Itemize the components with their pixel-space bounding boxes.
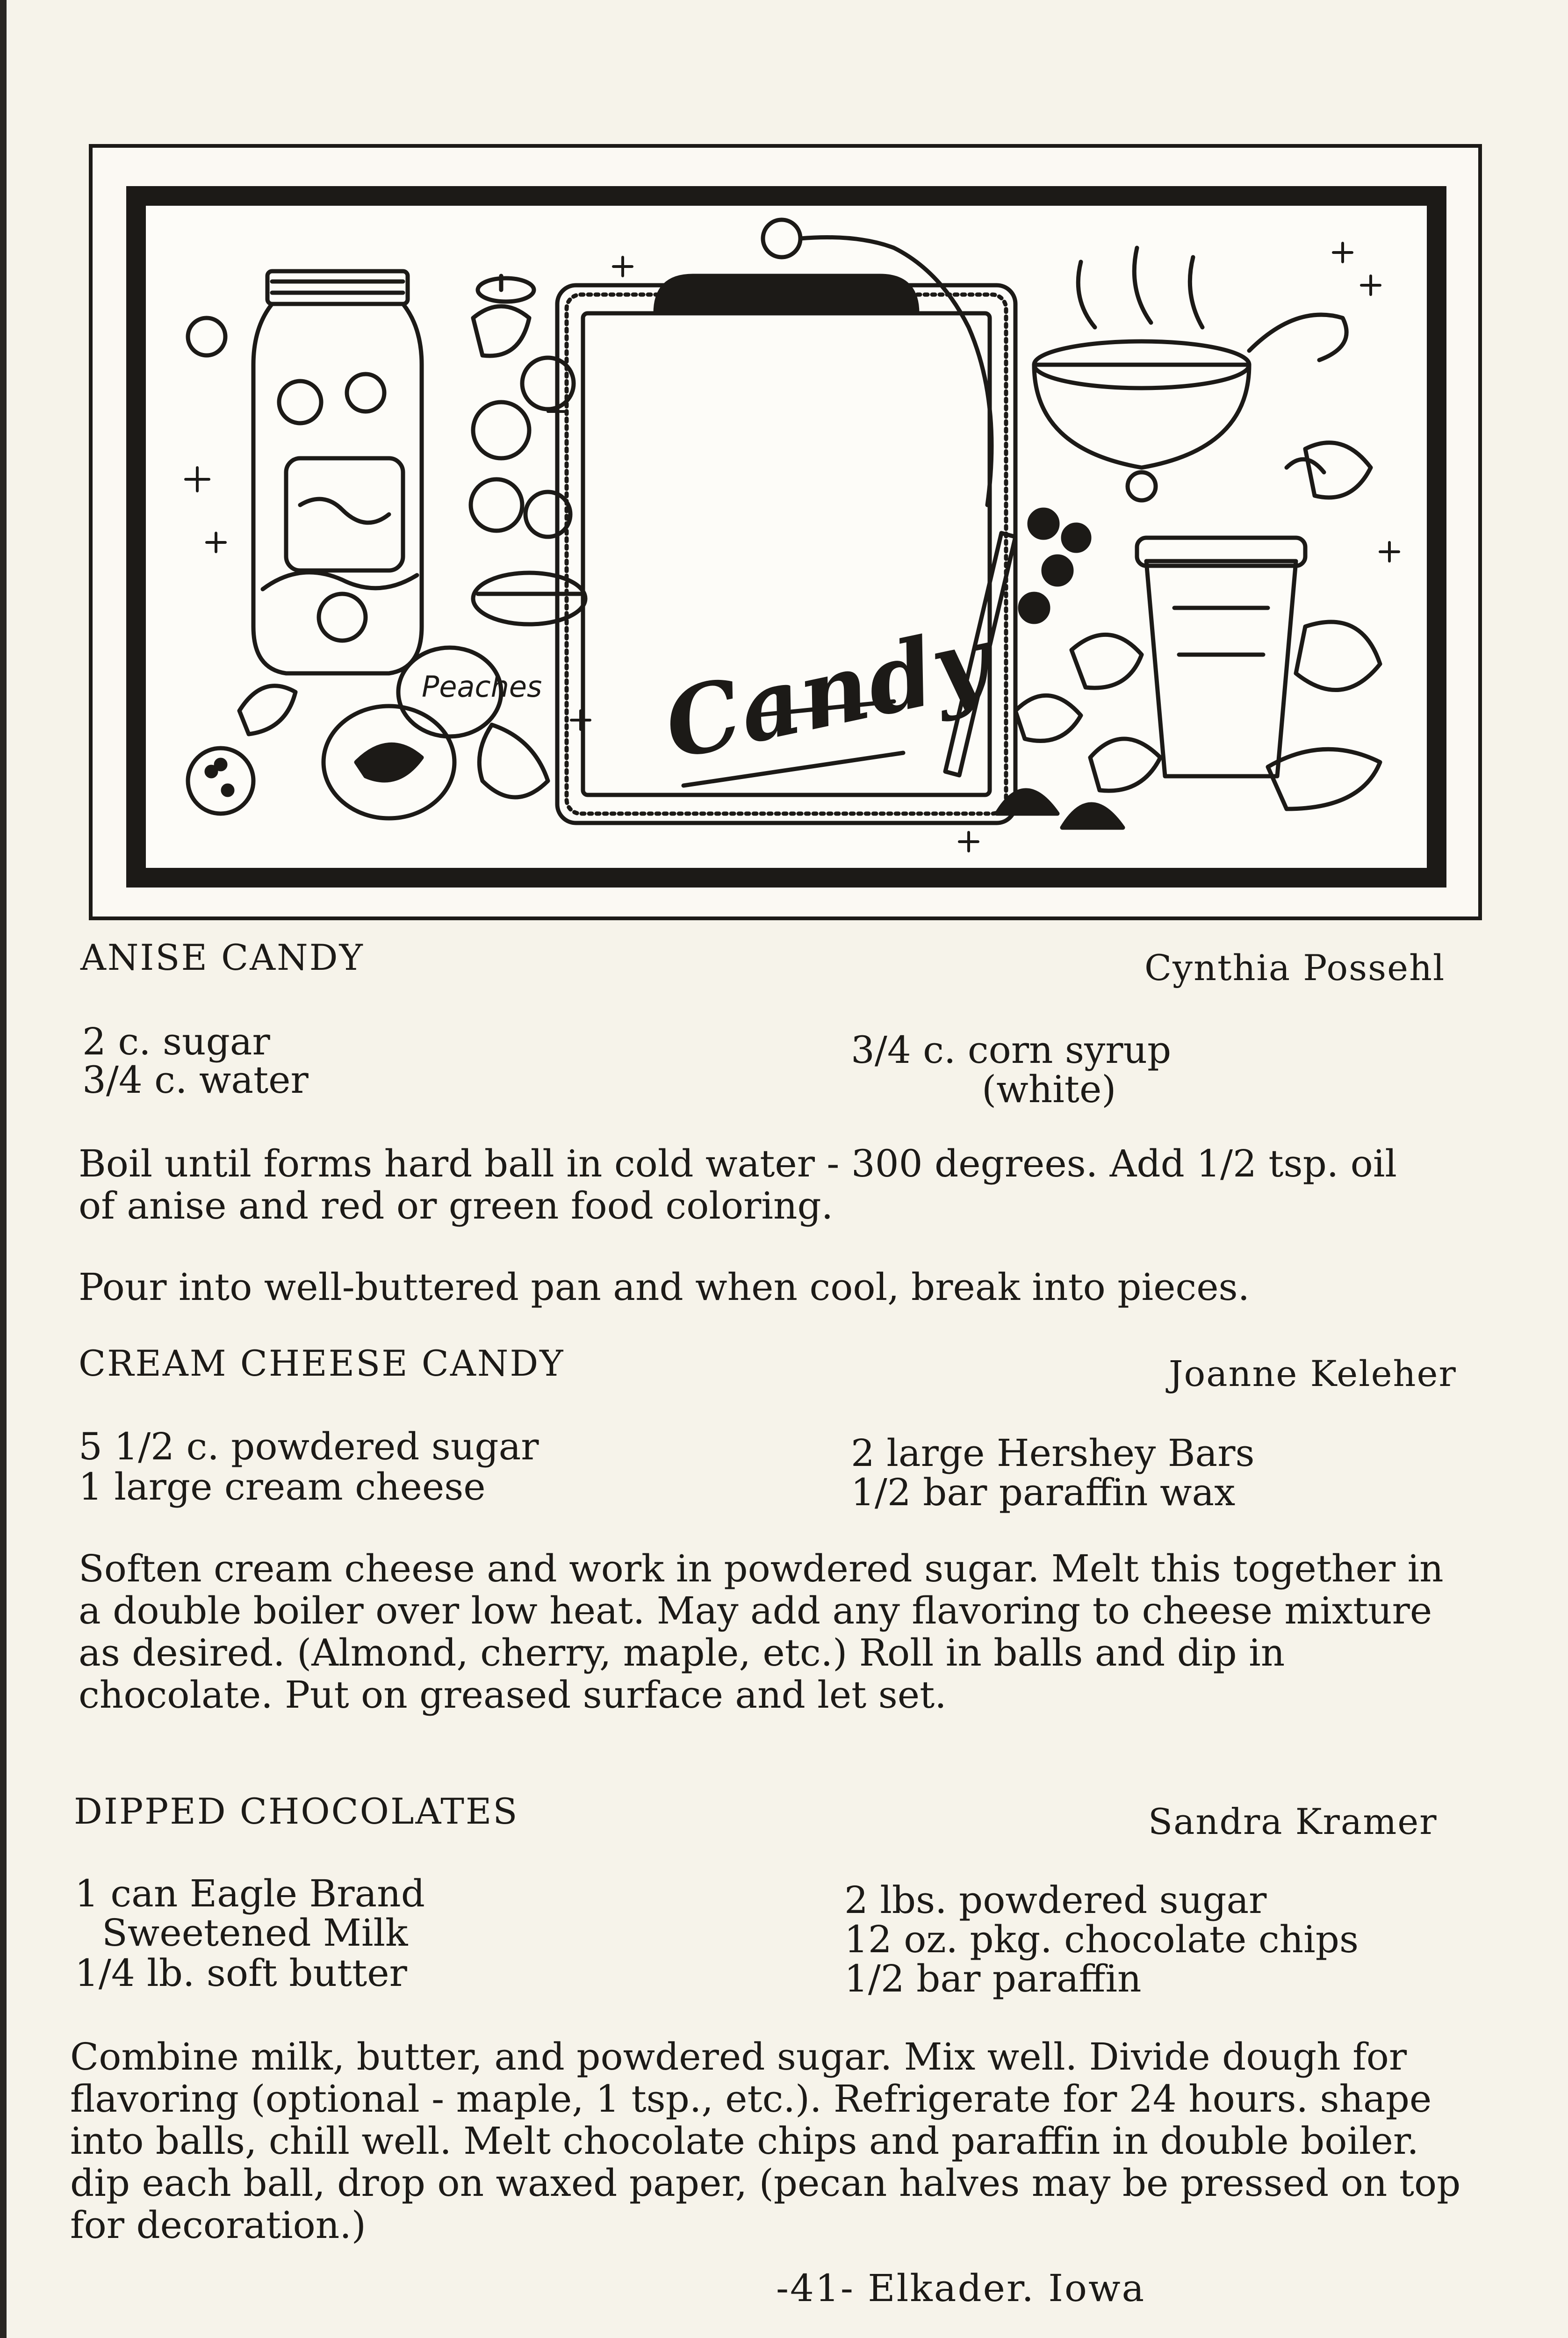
- candy-illustration: [126, 186, 1446, 888]
- ingredient: 1/2 bar paraffin wax: [851, 1471, 1236, 1514]
- ingredient: 2 lbs. powdered sugar: [844, 1878, 1267, 1922]
- candy-pieces-icon: [997, 443, 1380, 828]
- recipe-author: Sandra Kramer: [1148, 1801, 1438, 1842]
- peach-jar-icon: [253, 271, 422, 673]
- illustration-drawing: [146, 206, 1427, 868]
- recipe-author: Cynthia Possehl: [1144, 947, 1446, 989]
- ingredient: 2 c. sugar: [82, 1020, 270, 1063]
- recipe-directions: Combine milk, butter, and powdered sugar. Mix well. Divide dough for flavoring (optional - maple, 1 tsp., etc.). Refrigerate for 24 hours. shape into balls, chill well. Melt chocolate chips and paraffin in double boiler. dip each ball, drop on waxed paper, (pecan halves may be pressed on top for decoration.): [70, 2035, 1461, 2247]
- jar-label: Peaches: [422, 670, 542, 704]
- recipe-directions: Pour into well-buttered pan and when cool, break into pieces.: [79, 1265, 1250, 1309]
- blender-jar-icon: [1137, 538, 1305, 776]
- recipe-author: Joanne Keleher: [1169, 1353, 1457, 1394]
- ingredient: 1/2 bar paraffin: [844, 1957, 1142, 2000]
- page-binding-edge: [0, 0, 7, 2338]
- ingredient: (white): [982, 1068, 1116, 1111]
- ingredient: 2 large Hershey Bars: [851, 1431, 1255, 1475]
- recipe-directions: Boil until forms hard ball in cold water - 300 degrees. Add 1/2 tsp. oil of anise and red or green food coloring.: [79, 1142, 1397, 1227]
- ingredient: 3/4 c. water: [82, 1058, 309, 1102]
- recipe-title: DIPPED CHOCOLATES: [74, 1790, 519, 1832]
- ingredient: 12 oz. pkg. chocolate chips: [844, 1918, 1359, 1961]
- ingredient: 1/4 lb. soft butter: [75, 1951, 407, 1995]
- ingredient: 1 large cream cheese: [79, 1465, 486, 1508]
- recipe-directions: Soften cream cheese and work in powdered sugar. Melt this together in a double boiler over low heat. May add any flavoring to cheese mixture as desired. (Almond, cherry, maple, etc.) Roll in balls and dip in chocolate. Put on greased surface and let set.: [79, 1547, 1444, 1717]
- ingredient: 1 can Eagle Brand: [75, 1872, 425, 1915]
- ingredient: 3/4 c. corn syrup: [851, 1028, 1172, 1072]
- recipe-title: CREAM CHEESE CANDY: [79, 1342, 565, 1384]
- ingredient: Sweetened Milk: [102, 1911, 408, 1955]
- recipe-title: ANISE CANDY: [80, 937, 364, 978]
- illustration-title: Candy: [655, 605, 999, 781]
- page-footer: -41- Elkader. Iowa: [776, 2266, 1146, 2310]
- mixing-bowl-icon: [1034, 248, 1346, 500]
- ingredient: 5 1/2 c. powdered sugar: [79, 1425, 539, 1468]
- illustration-frame: [89, 144, 1482, 920]
